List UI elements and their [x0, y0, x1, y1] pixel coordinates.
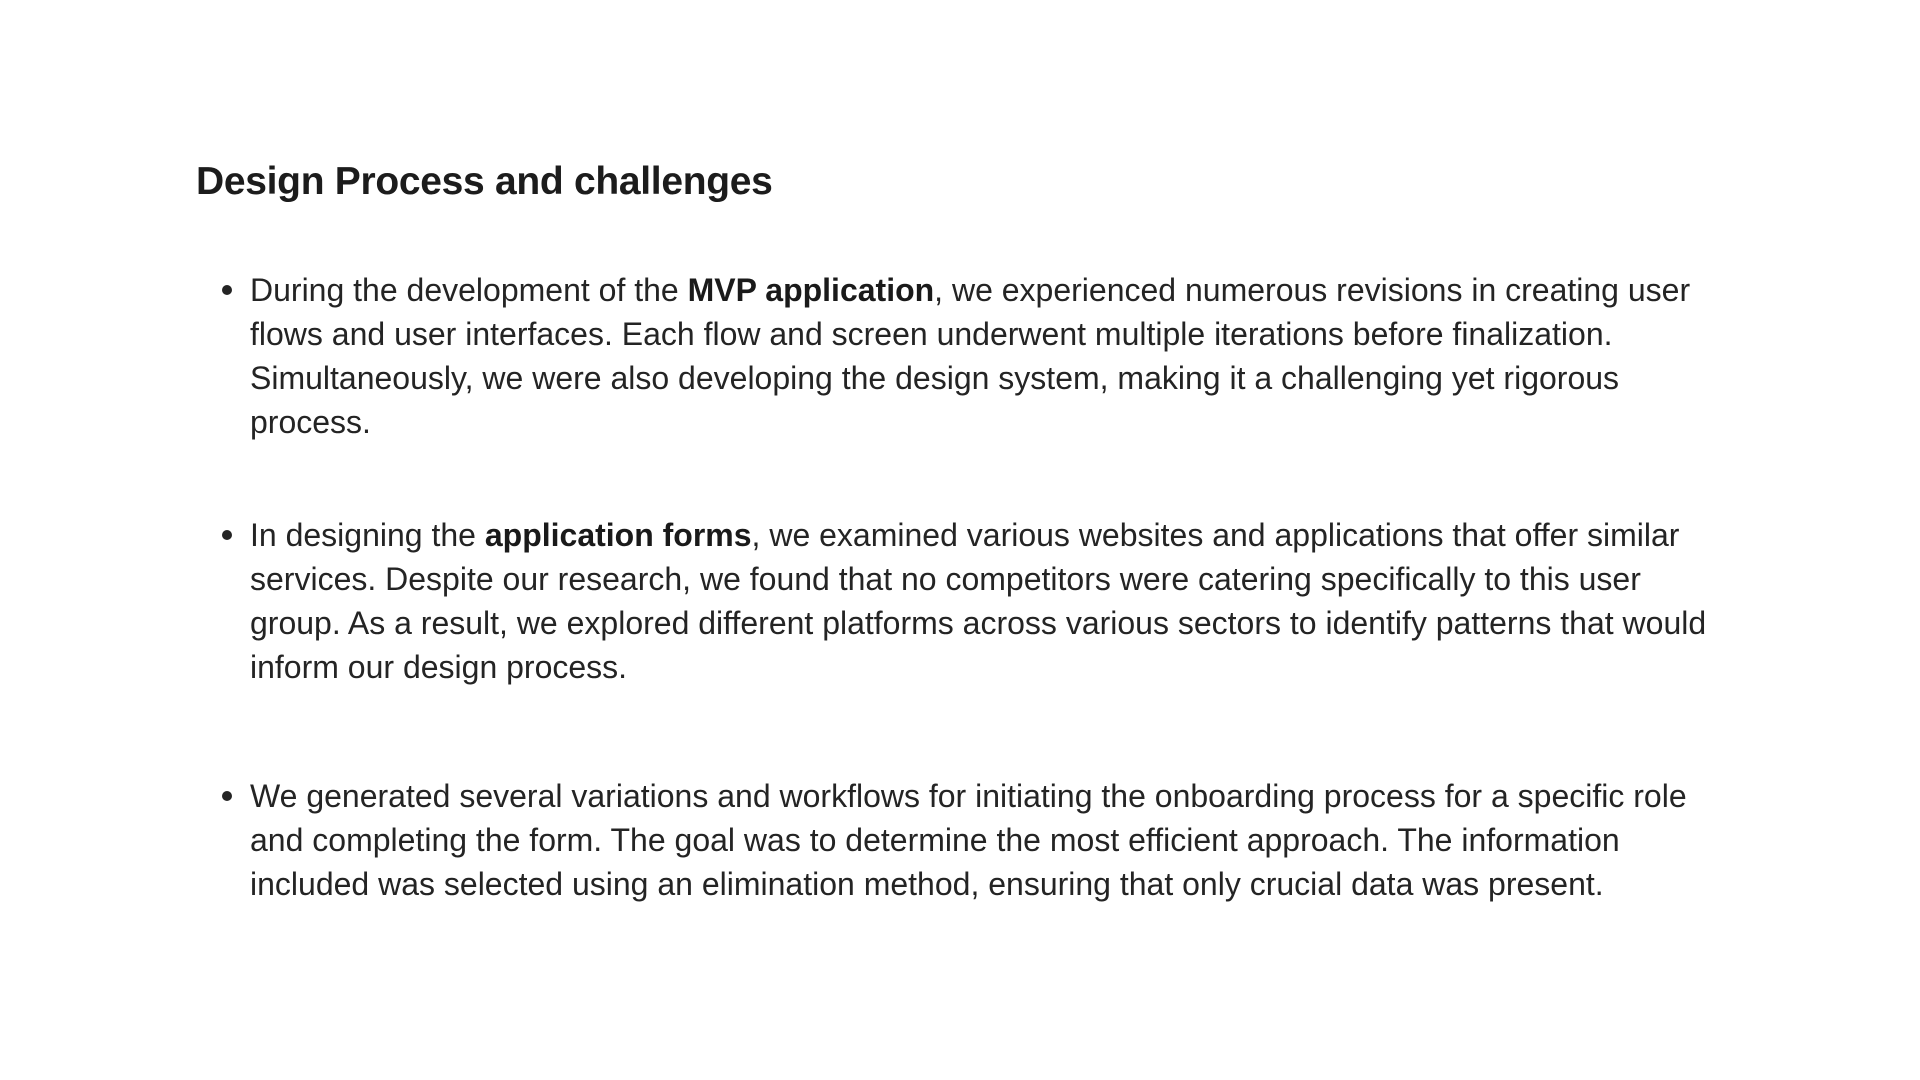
list-item — [250, 513, 1730, 689]
bullet-text-before: In designing the — [250, 517, 485, 553]
bullet-emphasis: application forms — [484, 517, 752, 553]
bullet-dot-icon — [222, 285, 232, 295]
bullet-text-after: , we examined various websites and applications that offer similar services. Despite our research, we found that no competitors were catering specifically to this user group. As a result, we explored different platforms across various sectors to identify patterns that would inform our design process. — [250, 517, 1707, 685]
list-item — [250, 268, 1730, 444]
section-title: Design Process and challenges — [196, 160, 773, 203]
bullet-dot-icon — [222, 530, 232, 540]
bullet-text: We generated several variations and workflows for initiating the onboarding process for a specific role and completing the form. The goal was to determine the most efficient approach. The information included was selected using an elimination method, ensuring that only crucial data was present. — [250, 778, 1687, 902]
bullet-text-before: During the development of the — [250, 272, 688, 308]
list-item — [250, 774, 1730, 906]
bullet-emphasis: MVP application — [687, 272, 935, 308]
bullet-dot-icon — [222, 791, 232, 801]
bullet-text-after: , we experienced numerous revisions in creating user flows and user interfaces. Each flow and screen underwent multiple iterations before finalization. Simultaneously, we were also developing the design system, making it a challenging yet rigorous process. — [250, 272, 1691, 440]
